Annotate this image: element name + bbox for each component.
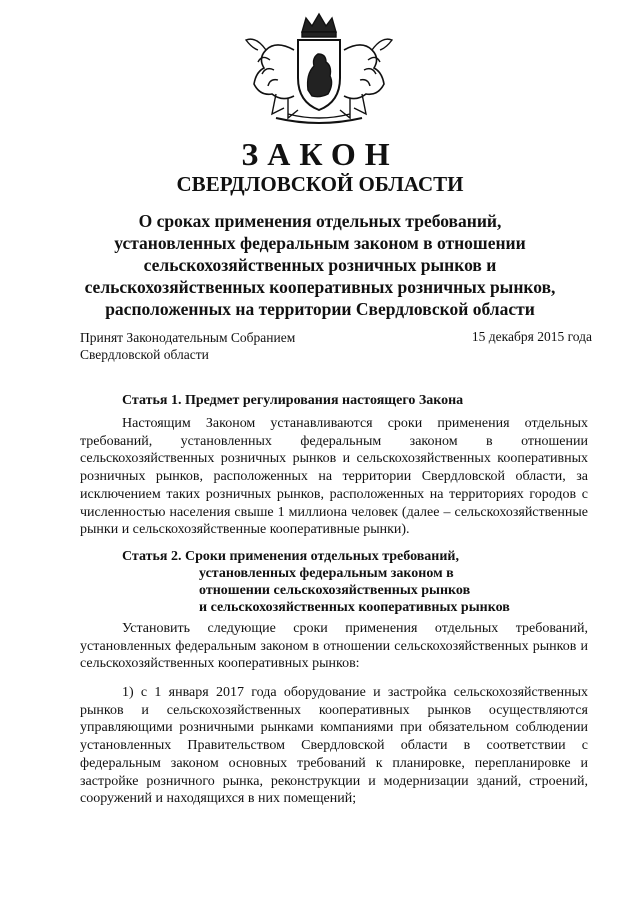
- article-2-heading-line: и сельскохозяйственных кооперативных рынков: [199, 600, 510, 615]
- coat-of-arms-emblem: [236, 10, 402, 128]
- adoption-body-line: Свердловской области: [80, 347, 209, 362]
- law-name-line: расположенных на территории Свердловской области: [105, 299, 535, 319]
- law-name: [60, 210, 580, 320]
- article-2-intro-paragraph: Установить следующие сроки применения отдельных требований, установленных федеральным законом в отношении сельскохозяйственных рынков и сельскохозяйственных кооперативных рынков:: [80, 621, 588, 672]
- article-1-heading-text: Статья 1. Предмет регулирования настоящего Закона: [122, 393, 464, 408]
- law-name-line: О сроках применения отдельных требований,: [138, 211, 502, 231]
- article-2-intro: [80, 620, 588, 673]
- article-2-heading-line: отношении сельскохозяйственных рынков: [199, 583, 471, 598]
- adoption-body-line: Принят Законодательным Собранием: [80, 330, 296, 345]
- article-2-heading-line: установленных федеральным законом в: [199, 566, 454, 581]
- article-2-heading-line: Статья 2. Сроки применения отдельных требований,: [122, 549, 459, 564]
- article-1-body: [80, 415, 588, 539]
- law-name-line: сельскохозяйственных кооперативных розничных рынков,: [84, 277, 556, 297]
- law-name-line: установленных федеральным законом в отношении: [114, 233, 526, 253]
- article-1-paragraph: Настоящим Законом устанавливаются сроки применения отдельных требований, установленных федеральным законом в отношении сельскохозяйственных розничных рынков и сельскохозяйственных кооперативных розничных рынков, расположенных на территории Свердловской области, за исключением таких розничных рынков, расположенных на территориях городов с численностью населения свыше 1 миллиона человек (далее – сельскохозяйственные рынки и сельскохозяйственные кооперативные рынки).: [80, 416, 588, 538]
- law-title: ЗАКОН: [241, 136, 399, 172]
- article-1-heading: [80, 392, 600, 409]
- article-2-item-1-paragraph: 1) с 1 января 2017 года оборудование и застройка сельскохозяйственных рынков и сельскохозяйственных кооперативных рынков осуществляются управляющими розничными рынками компаниями при обязательном соблюдении установленных Правительством Свердловской области в соответствии с федеральным законом основных требований к планировке, перепланировке и застройке розничного рынка, реконструкции и модернизации зданий, строений, сооружений и находящихся в них помещений;: [80, 685, 588, 807]
- law-name-line: сельскохозяйственных розничных рынков и: [143, 255, 497, 275]
- adoption-date: 15 декабря 2015 года: [471, 329, 592, 344]
- region-title: СВЕРДЛОВСКОЙ ОБЛАСТИ: [176, 172, 464, 196]
- article-2-heading: [80, 548, 600, 616]
- article-2-item-1: [80, 684, 588, 808]
- adoption-body: [80, 329, 295, 363]
